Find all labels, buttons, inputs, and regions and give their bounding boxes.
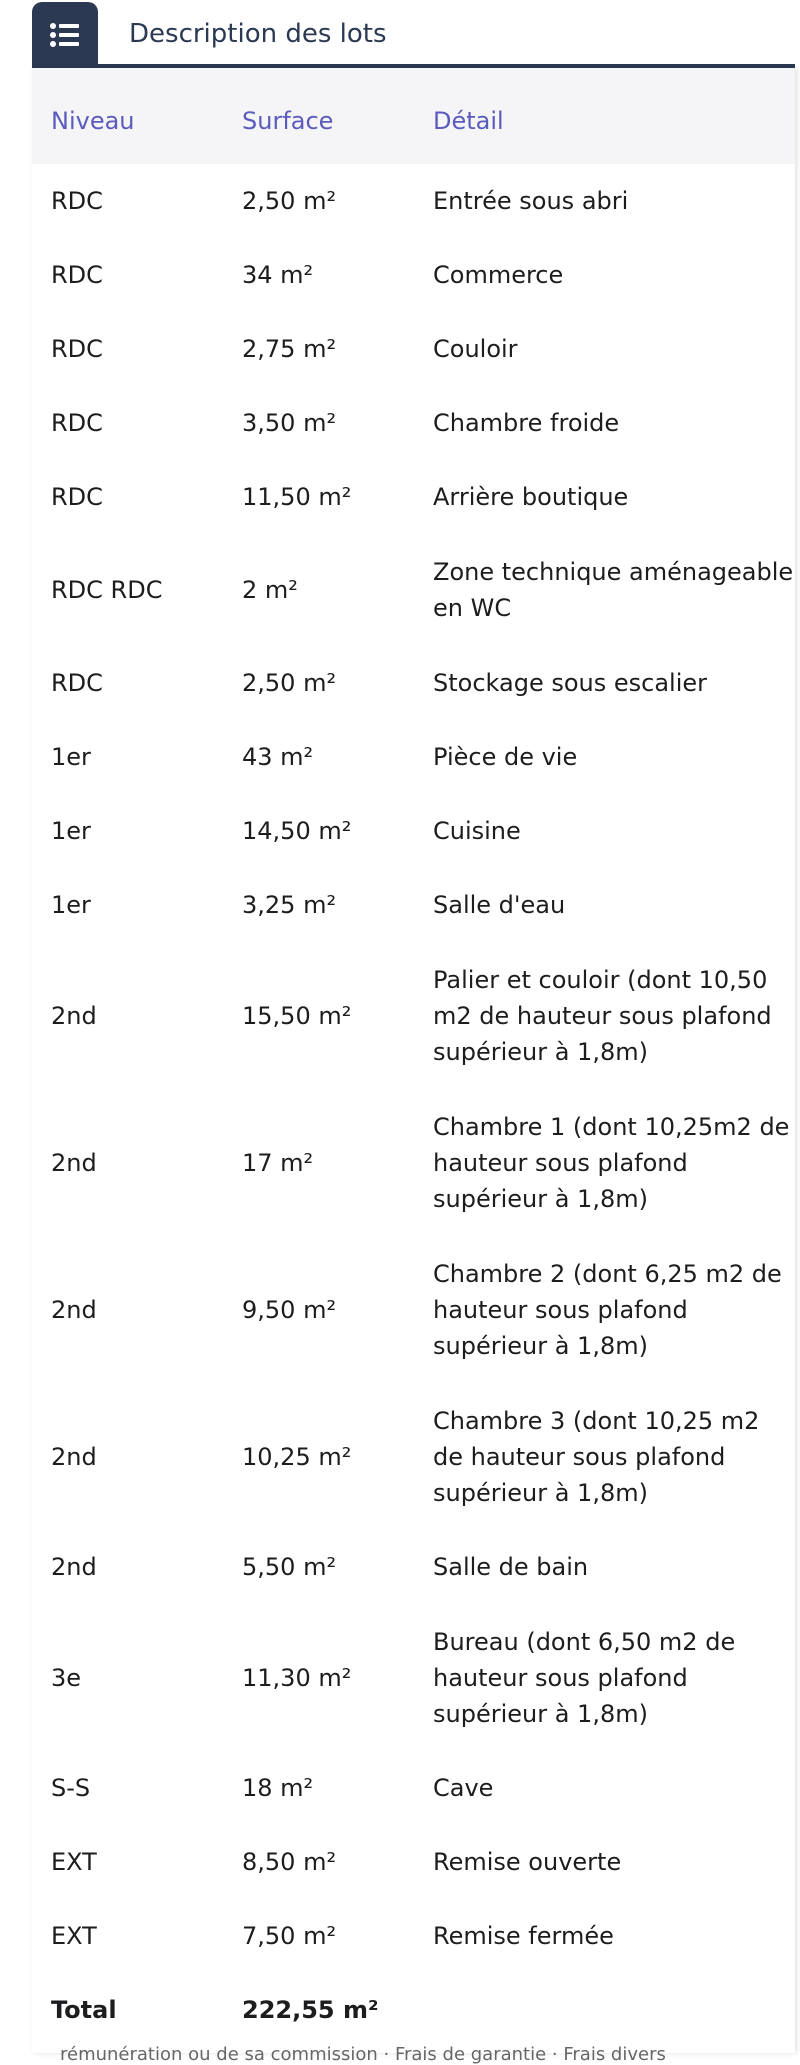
table-row — [32, 312, 795, 386]
table-row — [32, 238, 795, 312]
cell-surface: 3,50 m² — [242, 409, 337, 437]
table-row — [32, 1383, 795, 1530]
total-detail — [414, 1973, 795, 2047]
cell-surface: 17 m² — [242, 1148, 314, 1177]
table-row — [32, 1751, 795, 1825]
table-row — [32, 720, 795, 794]
cell-niveau: 2nd — [51, 1442, 97, 1471]
cell-niveau: EXT — [51, 1848, 97, 1876]
section-title: Description des lots — [129, 19, 387, 49]
table-row — [32, 460, 795, 534]
cell-detail: Chambre 2 (dont 6,25 m2 de hauteur sous plafond supérieur à 1,8m) — [433, 1259, 782, 1360]
cell-niveau: RDC — [51, 187, 103, 215]
cell-detail: Remise fermée — [433, 1922, 614, 1950]
cell-niveau: EXT — [51, 1922, 97, 1950]
cell-surface: 2,50 m² — [242, 669, 337, 697]
cell-detail: Cuisine — [433, 817, 521, 845]
cell-niveau: 2nd — [51, 1553, 97, 1581]
cell-niveau: 2nd — [51, 1001, 97, 1030]
table-row — [32, 868, 795, 942]
cell-surface: 7,50 m² — [242, 1922, 337, 1950]
table-row — [32, 1089, 795, 1236]
cell-niveau: 3e — [51, 1663, 82, 1692]
column-header-niveau: Niveau — [51, 107, 135, 135]
cell-niveau: 1er — [51, 743, 91, 771]
cell-niveau: S-S — [51, 1774, 91, 1802]
lots-table-card — [32, 68, 795, 2053]
cell-detail: Salle d'eau — [433, 891, 566, 919]
cell-surface: 18 m² — [242, 1774, 314, 1802]
cell-detail: Chambre 3 (dont 10,25 m2 de hauteur sous plafond supérieur à 1,8m) — [433, 1406, 760, 1507]
cell-surface: 11,50 m² — [242, 483, 352, 511]
table-row — [32, 646, 795, 720]
column-header-surface: Surface — [242, 107, 334, 135]
cell-surface: 5,50 m² — [242, 1553, 337, 1581]
cell-niveau: RDC — [51, 669, 103, 697]
cell-surface: 2,50 m² — [242, 187, 337, 215]
table-row — [32, 534, 795, 646]
cell-surface: 10,25 m² — [242, 1442, 352, 1471]
cell-surface: 8,50 m² — [242, 1848, 337, 1876]
cell-detail: Cave — [433, 1774, 494, 1802]
cell-detail: Stockage sous escalier — [433, 669, 708, 697]
cell-surface: 2 m² — [242, 576, 298, 604]
cell-surface: 14,50 m² — [242, 817, 352, 845]
table-row — [32, 164, 795, 238]
total-row — [32, 1973, 795, 2047]
cell-detail: Remise ouverte — [433, 1848, 622, 1876]
section-header — [32, 0, 795, 68]
cell-surface: 15,50 m² — [242, 1001, 352, 1030]
cell-surface: 2,75 m² — [242, 335, 337, 363]
cell-surface: 11,30 m² — [242, 1663, 352, 1692]
lots-table — [32, 68, 795, 2047]
cell-detail: Zone technique aménageable en WC — [433, 558, 794, 622]
cell-detail: Couloir — [433, 335, 518, 363]
cell-detail: Bureau (dont 6,50 m2 de hauteur sous plafond supérieur à 1,8m) — [433, 1627, 736, 1728]
cell-detail: Commerce — [433, 261, 564, 289]
table-row — [32, 794, 795, 868]
cell-surface: 9,50 m² — [242, 1295, 337, 1324]
cell-detail: Palier et couloir (dont 10,50 m2 de hauteur sous plafond supérieur à 1,8m) — [433, 965, 772, 1066]
cell-detail: Arrière boutique — [433, 483, 629, 511]
table-row — [32, 1236, 795, 1383]
cell-surface: 3,25 m² — [242, 891, 337, 919]
cell-niveau: RDC — [51, 335, 103, 363]
cell-niveau: 1er — [51, 891, 91, 919]
cell-niveau: RDC — [51, 261, 103, 289]
table-row — [32, 1530, 795, 1604]
cell-detail: Pièce de vie — [433, 743, 578, 771]
cell-niveau: RDC — [51, 483, 103, 511]
table-row — [32, 1825, 795, 1899]
column-header-detail: Détail — [433, 107, 504, 135]
cell-detail: Entrée sous abri — [433, 187, 629, 215]
table-row — [32, 942, 795, 1089]
total-surface: 222,55 m² — [242, 1996, 379, 2024]
cell-niveau: 2nd — [51, 1148, 97, 1177]
cell-niveau: 2nd — [51, 1295, 97, 1324]
cell-niveau: RDC RDC — [51, 576, 163, 604]
table-row — [32, 1899, 795, 1973]
table-header-row — [32, 68, 795, 164]
table-row — [32, 1604, 795, 1751]
cell-detail: Salle de bain — [433, 1553, 589, 1581]
cell-detail: Chambre froide — [433, 409, 620, 437]
cell-detail: Chambre 1 (dont 10,25m2 de hauteur sous plafond supérieur à 1,8m) — [433, 1112, 790, 1213]
cell-surface: 43 m² — [242, 743, 314, 771]
total-label: Total — [51, 1996, 117, 2024]
table-row — [32, 386, 795, 460]
cell-niveau: 1er — [51, 817, 91, 845]
cell-surface: 34 m² — [242, 261, 314, 289]
cell-niveau: RDC — [51, 409, 103, 437]
list-icon — [32, 2, 98, 68]
footer-cut-text: rémunération ou de sa commission · Frais de garantie · Frais divers — [60, 2044, 666, 2065]
